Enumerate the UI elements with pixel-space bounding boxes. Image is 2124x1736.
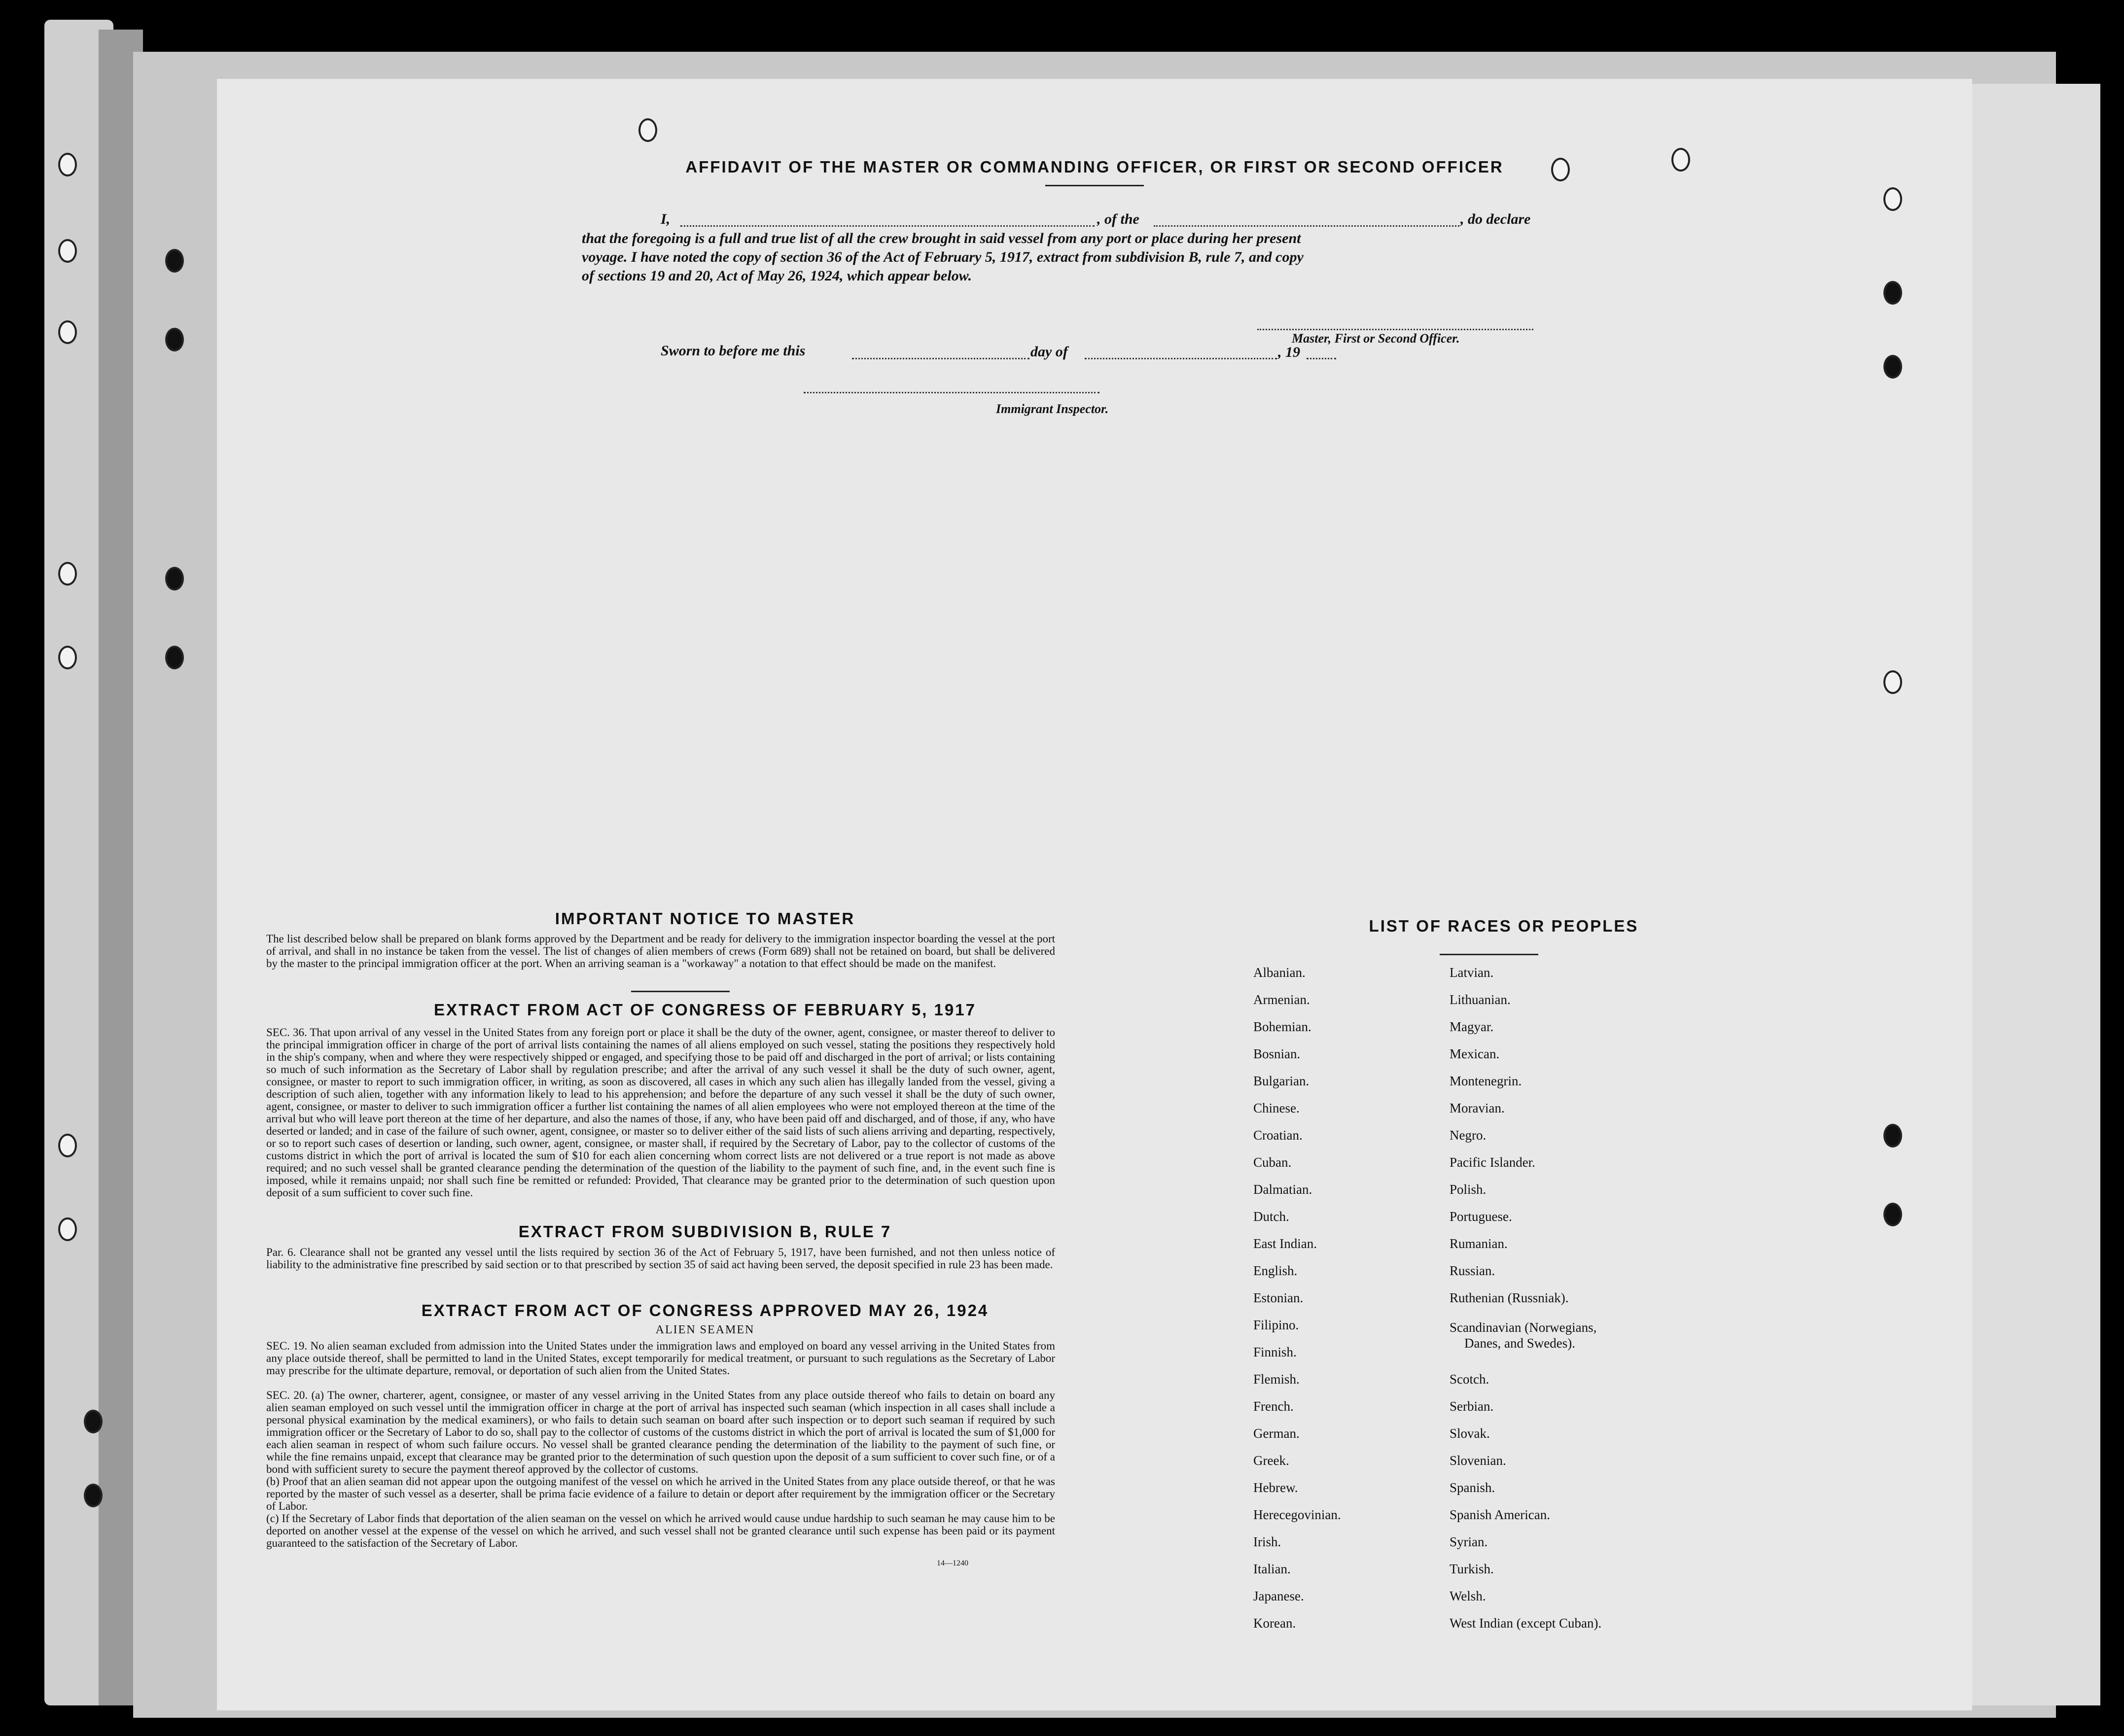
affidavit-title: AFFIDAVIT OF THE MASTER OR COMMANDING OFFICER, OR FIRST OR SECOND OFFICER — [685, 158, 1504, 176]
race-item: Russian. — [1450, 1263, 1495, 1278]
alien-seamen-subtitle: ALIEN SEAMEN — [655, 1323, 755, 1336]
sheet-hole — [1883, 1203, 1902, 1226]
race-item: Bohemian. — [1253, 1019, 1311, 1034]
sheet-hole — [1883, 281, 1902, 305]
year-label: , 19 — [1278, 344, 1300, 360]
inspector-signature-line[interactable] — [804, 392, 1099, 393]
races-title: LIST OF RACES OR PEOPLES — [1369, 917, 1639, 935]
inspector-signature-label: Immigrant Inspector. — [996, 402, 1109, 416]
affidavit-line3: voyage. I have noted the copy of section 36 of the Act of February 5, 1917, extract from subdivision B, rule 7, and copy — [582, 249, 1304, 265]
affidavit-line4: of sections 19 and 20, Act of May 26, 1924, which appear below. — [582, 268, 972, 284]
race-item: German. — [1253, 1426, 1300, 1441]
race-item: Ruthenian (Russniak). — [1450, 1290, 1569, 1305]
race-item: Italian. — [1253, 1562, 1291, 1576]
binder-hole — [58, 562, 77, 586]
sheet-hole — [1883, 187, 1902, 211]
race-item: Spanish American. — [1450, 1507, 1550, 1522]
binder-hole — [165, 328, 184, 351]
notice-title: IMPORTANT NOTICE TO MASTER — [555, 909, 855, 928]
binder-hole — [58, 239, 77, 263]
extract-1917-title: EXTRACT FROM ACT OF CONGRESS OF FEBRUARY 5, 1917 — [434, 1001, 976, 1019]
race-item: Magyar. — [1450, 1019, 1494, 1034]
affidavit-of-the: , of the — [1097, 211, 1139, 227]
form-number: 14—1240 — [937, 1559, 968, 1567]
sheet-hole — [1883, 1124, 1902, 1147]
race-item: English. — [1253, 1263, 1298, 1278]
race-item: Cuban. — [1253, 1155, 1292, 1170]
race-item: Estonian. — [1253, 1290, 1304, 1305]
sec19-text: SEC. 19. No alien seaman excluded from admission into the United States under the immigration laws and employed on board any vessel arriving in the United States from any place outside thereof, shall be permitted to land in the United States, except temporarily for medical treatment, or pursuant to such regulations as the Secretary of Labor may prescribe for the ultimate departure, removal, or deportation of such alien from the United States. — [266, 1340, 1055, 1377]
race-item: Croatian. — [1253, 1128, 1303, 1143]
sheet-hole — [638, 118, 657, 142]
binder-hole — [165, 567, 184, 590]
race-item: Finnish. — [1253, 1345, 1297, 1359]
rule7-text: Par. 6. Clearance shall not be granted any vessel until the lists required by section 36 of the Act of February 5, 1917, have been furnished, and not then unless notice of liability to the administrative fine prescribed by said section or to that prescribed by section 35 of said act having been served, the deposit specified in rule 23 has been made. — [266, 1246, 1055, 1271]
race-item: Spanish. — [1450, 1480, 1495, 1495]
race-item: Portuguese. — [1450, 1209, 1512, 1224]
divider — [1440, 954, 1538, 955]
master-signature-label: Master, First or Second Officer. — [1292, 331, 1460, 346]
binder-hole — [58, 153, 77, 176]
binder-hole — [58, 320, 77, 344]
race-item: Mexican. — [1450, 1046, 1500, 1061]
race-item: Albanian. — [1253, 965, 1306, 980]
sheet-hole — [1883, 355, 1902, 379]
rule7-title: EXTRACT FROM SUBDIVISION B, RULE 7 — [518, 1222, 892, 1241]
race-item: Dutch. — [1253, 1209, 1289, 1224]
race-item: Scotch. — [1450, 1372, 1489, 1387]
race-item: Slovenian. — [1450, 1453, 1506, 1468]
race-item: Flemish. — [1253, 1372, 1300, 1387]
race-item: Slovak. — [1450, 1426, 1490, 1441]
sworn-day-blank[interactable] — [852, 358, 1029, 359]
manifest-page — [217, 79, 1972, 1710]
race-item: Montenegrin. — [1450, 1074, 1522, 1088]
binder-hole — [58, 1134, 77, 1157]
race-item: Polish. — [1450, 1182, 1487, 1197]
race-item: French. — [1253, 1399, 1294, 1414]
divider — [631, 991, 730, 992]
affidavit-line2: that the foregoing is a full and true list of all the crew brought in said vessel from any port or place during her present — [582, 230, 1301, 246]
race-item: Danes, and Swedes). — [1464, 1336, 1575, 1351]
year-blank[interactable] — [1307, 358, 1336, 359]
race-item: Dalmatian. — [1253, 1182, 1312, 1197]
race-item: Chinese. — [1253, 1101, 1300, 1115]
race-item: Negro. — [1450, 1128, 1487, 1143]
affidavit-i: I, — [661, 211, 671, 227]
race-item: Welsh. — [1450, 1589, 1486, 1603]
race-item: Armenian. — [1253, 992, 1310, 1007]
race-item: Serbian. — [1450, 1399, 1494, 1414]
race-item: Moravian. — [1450, 1101, 1505, 1115]
day-of-label: day of — [1030, 344, 1068, 360]
race-item: Korean. — [1253, 1616, 1296, 1631]
master-signature-line[interactable] — [1257, 329, 1533, 330]
name-blank[interactable] — [680, 225, 1095, 227]
race-item: Hebrew. — [1253, 1480, 1298, 1495]
race-item: Greek. — [1253, 1453, 1289, 1468]
extract-1924-title: EXTRACT FROM ACT OF CONGRESS APPROVED MAY 26, 1924 — [421, 1301, 989, 1319]
race-item: West Indian (except Cuban). — [1450, 1616, 1602, 1631]
race-item: Filipino. — [1253, 1318, 1299, 1332]
sec20b-text: (b) Proof that an alien seaman did not appear upon the outgoing manifest of the vessel on which he arrived in the United States from any place outside thereof, or that he was reported by the master of such vessel as a deserter, shall be prima facie evidence of a failure to detain or deport after requirement by the immigration officer or the Secretary of Labor. — [266, 1475, 1055, 1512]
binder-hole — [58, 1217, 77, 1241]
sheet-hole — [1883, 670, 1902, 694]
month-blank[interactable] — [1085, 358, 1277, 359]
binder-hole — [84, 1410, 103, 1433]
extract-1917-text: SEC. 36. That upon arrival of any vessel in the United States from any foreign port or place it shall be the duty of the owner, agent, consignee, or master thereof to deliver to the principal immigration officer in charge of the port of arrival lists containing the names of all aliens employed on such vessel, stating the positions they respectively hold in the ship's company, when and where they were respectively shipped or engaged, and specifying those to be paid off and discharged in the port of arrival; or lists containing so much of such information as the Secretary of Labor shall by regulation prescribe; and after the arrival of any such vessel it shall be the duty of such owner, agent, consignee, or master to report to such immigration officer, in writing, as soon as discovered, all cases in which any such alien has illegally landed from the vessel, giving a description of such alien, together with any information likely to lead to his apprehension; and before the departure of any such vessel it shall be the duty of such owner, agent, consignee, or master to deliver to such immigration officer a further list containing the names of all alien employees who were not employed thereon at the time of the arrival but who will leave port thereon at the time of her departure, and also the names of those, if any, who have been paid off and discharged, and of those, if any, who have deserted or landed; and in case of the failure of such owner, agent, consignee, or master so to deliver either of the said lists of such aliens arriving and departing, respectively, or so to report such cases of desertion or landing, such owner, agent, consignee, or master shall, if required by the Secretary of Labor, pay to the collector of customs of the customs district in which the port of arrival is located the sum of $10 for each alien concerning whom correct lists are not delivered or a true report is not made as above required; and no such vessel shall be granted clearance pending the determination of the question of the liability to the payment of such fine, and, in the event such fine is imposed, while it remains unpaid; nor shall such fine be remitted or refunded: Provided, That clearance may be granted prior to the determination of such question upon deposit of a sum sufficient to cover such fine. — [266, 1026, 1055, 1199]
race-item: Latvian. — [1450, 965, 1494, 980]
sec20c-text: (c) If the Secretary of Labor finds that deportation of the alien seaman on the vessel on which he arrived would cause undue hardship to such seaman he may cause him to be deported on another vessel at the expense of the vessel on which he arrived, and such vessel shall not be granted clearance until such expense has been paid or its payment guaranteed to the satisfaction of the Secretary of Labor. — [266, 1512, 1055, 1549]
vessel-blank[interactable] — [1154, 225, 1459, 227]
race-item: Scandinavian (Norwegians, — [1450, 1320, 1597, 1335]
race-item: Pacific Islander. — [1450, 1155, 1535, 1170]
affidavit-declare: , do declare — [1460, 211, 1531, 227]
race-item: East Indian. — [1253, 1236, 1317, 1251]
race-item: Rumanian. — [1450, 1236, 1508, 1251]
race-item: Herecegovinian. — [1253, 1507, 1341, 1522]
sec20a-text: SEC. 20. (a) The owner, charterer, agent, consignee, or master of any vessel arriving in the United States from any place outside thereof who fails to detain on board any alien seaman employed on such vessel until the immigration officer in charge at the port of arrival has inspected such seaman (which inspection in all cases shall include a personal physical examination by the medical examiners), or who fails to detain such seaman on board after such inspection or to deport such seaman if required by such immigration officer or the Secretary of Labor to do so, shall pay to the collector of customs of the customs district in which the port of arrival is located the sum of $1,000 for each alien seaman in respect of whom such failure occurs. No vessel shall be granted clearance pending the determination of the liability to the payment of such fine, or while the fine remains unpaid, except that clearance may be granted prior to the determination of such question upon the deposit of a sum sufficient to cover such fine, or of a bond with sufficient surety to secure the payment thereof approved by the collector of customs. — [266, 1389, 1055, 1475]
notice-text: The list described below shall be prepared on blank forms approved by the Department and be ready for delivery to the immigration inspector boarding the vessel at the port of arrival, and shall in no instance be taken from the vessel. The list of changes of alien members of crews (Form 689) shall not be retained on board, but shall be delivered by the master to the principal immigration officer at the port. When an arriving seaman is a "workaway" a notation to that effect should be made on the manifest. — [266, 933, 1055, 970]
binder-hole — [165, 249, 184, 273]
race-item: Japanese. — [1253, 1589, 1304, 1603]
binder-hole — [84, 1484, 103, 1507]
binder-hole — [165, 646, 184, 669]
race-item: Irish. — [1253, 1534, 1281, 1549]
divider — [1045, 185, 1144, 186]
race-item: Turkish. — [1450, 1562, 1494, 1576]
race-item: Lithuanian. — [1450, 992, 1511, 1007]
binder-hole — [58, 646, 77, 669]
race-item: Syrian. — [1450, 1534, 1488, 1549]
race-item: Bosnian. — [1253, 1046, 1301, 1061]
race-item: Bulgarian. — [1253, 1074, 1310, 1088]
sworn-label: Sworn to before me this — [661, 343, 806, 359]
